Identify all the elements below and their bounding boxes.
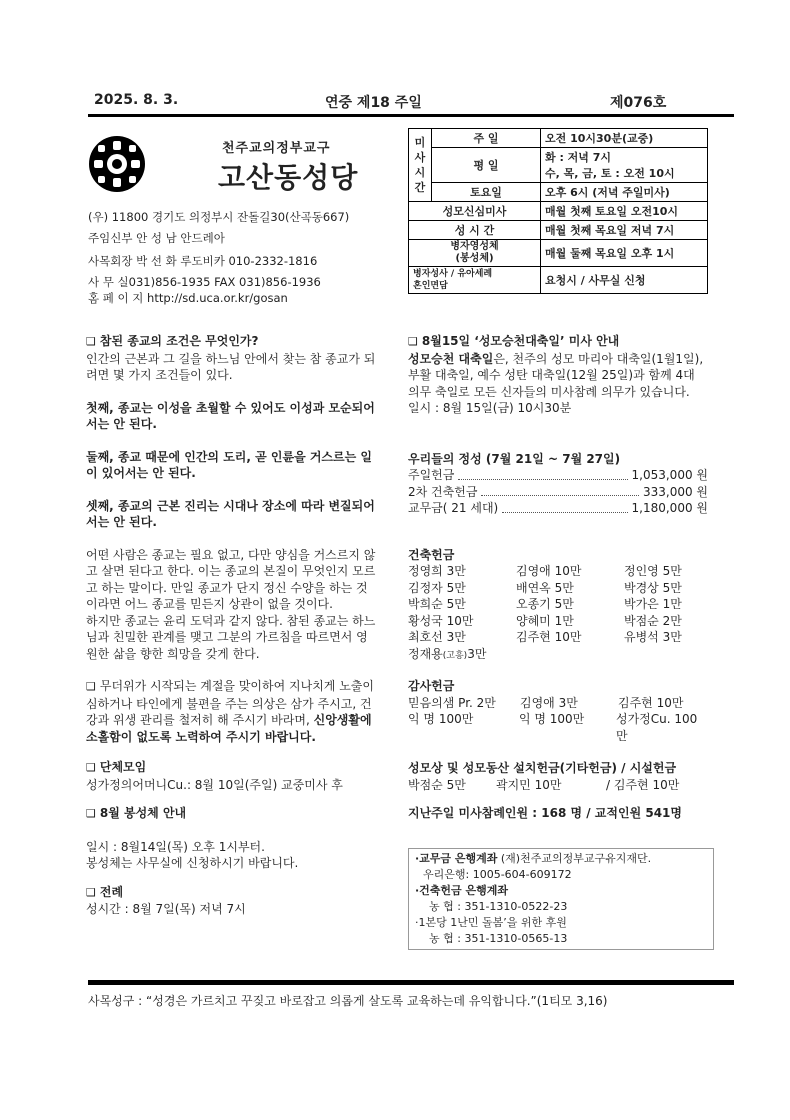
offering-row: 2차 건축헌금 333,000 원 [408, 484, 708, 499]
paragraph: 하지만 종교는 윤리 도덕과 같지 않다. 참된 종교는 하느님과 친밀한 관계를 맺고 그분의 가르침을 따르면서 영원한 삶을 향한 희망을 갖게 한다. [86, 613, 376, 661]
liturgy-text: 성시간 : 8월 7일(목) 저녁 7시 [86, 902, 246, 916]
paragraph-second: 둘째, 종교 때문에 인간의 도리, 곧 인륜을 거스르는 일이 있어서는 안 된다. [86, 449, 372, 480]
bank-account-number: 우리은행: 1005-604-609172 [423, 868, 572, 881]
mass-row-label: 주 일 [432, 129, 541, 148]
mass-row-label: 병자성사 / 유아세례 혼인면담 [409, 267, 541, 294]
mass-row-value: 화 : 저녁 7시 수, 목, 금, 토 : 오전 10시 [541, 148, 708, 183]
parish-name: 고산동성당 [218, 161, 359, 194]
bank-account-heading: ·건축헌금 은행계좌 [415, 884, 509, 897]
mass-row-value: 요청시 / 사무실 신청 [541, 267, 708, 294]
mass-row-label: 평 일 [432, 148, 541, 183]
footer-divider [88, 980, 734, 985]
section-title-groups: ❑ 단체모임 [86, 760, 147, 774]
building-fund-row: 정재용(고흥)3만 [408, 646, 487, 661]
communion-time: 일시 : 8월14일(목) 오후 1시부터. [86, 839, 265, 854]
paragraph: 인간의 근본과 그 길을 하느님 안에서 찾는 참 종교가 되려면 몇 가지 조건들이 있다. [86, 351, 376, 382]
issue-number: 제076호 [610, 95, 667, 111]
left-column [86, 333, 376, 918]
mass-row-value: 오전 10시30분(교중) [541, 129, 708, 148]
building-fund-row: 정영희 3만 김영애 10만 정인영 5만 [408, 564, 682, 578]
building-fund-row: 박희순 5만 오종기 5만 박가은 1만 [408, 597, 682, 611]
section-title-communion: ❑ 8월 봉성체 안내 [86, 806, 187, 820]
mass-row-value: 매월 첫째 목요일 저녁 7시 [541, 221, 708, 240]
mass-time-side-label: 미 사 시 간 [409, 129, 432, 202]
offering-row: 교무금( 21 세대) 1,180,000 원 [408, 501, 708, 515]
building-fund-row: 황성국 10만 양혜미 1만 박점순 2만 [408, 613, 682, 628]
section-title-statue-fund: 성모상 및 성모동산 설치헌금(기타헌금) / 시설헌금 [408, 761, 677, 775]
group-meeting-text: 성가정의어머니Cu.: 8월 10일(주일) 교중미사 후 [86, 777, 343, 792]
mass-row-label: 성모신심미사 [409, 202, 541, 221]
offering-row: 주일헌금 1,053,000 원 [408, 468, 708, 482]
bank-account-heading: ·1본당 1난민 돌봄’을 위한 후원 [415, 916, 567, 929]
mass-row-label: 토요일 [432, 183, 541, 202]
bank-account-number: 농 협 : 351-1310-0522-23 [429, 900, 568, 913]
liturgical-season: 연중 제18 주일 [325, 95, 422, 111]
header-divider [88, 114, 734, 117]
parish-address: (우) 11800 경기도 의정부시 잔돌길30(산곡동667) [88, 210, 350, 224]
thanks-offering-row: 믿음의샘 Pr. 2만 김영애 3만 김주현 10만 [408, 695, 684, 710]
building-fund-row: 최호선 3만 김주현 10만 유병석 3만 [408, 630, 682, 644]
section-title-building-fund: 건축헌금 [408, 547, 455, 562]
summer-notice: ❑ 무더위가 시작되는 계절을 맞이하여 지나치게 노출이 심하거나 타인에게 불편을 주는 의상은 삼가 주시고, 건강과 위생 관리를 철저히 해 주시기 바라며, 신앙생활에 소홀함이 없도록 노력하여 주시기 바랍니다. [86, 679, 374, 744]
paragraph-first: 첫째, 종교는 이성을 초월할 수 있어도 이성과 모순되어서는 안 된다. [86, 400, 375, 431]
attendance-count: 지난주일 미사참례인원 : 168 명 / 교적인원 541명 [408, 806, 682, 820]
paragraph-third: 셋째, 종교의 근본 진리는 시대나 장소에 따라 변질되어서는 안 된다. [86, 498, 375, 529]
parish-office: 사 무 실031)856-1935 FAX 031)856-1936 [88, 275, 321, 289]
bulletin-date: 2025. 8. 3. [94, 92, 179, 108]
communion-note: 봉성체는 사무실에 신청하시기 바랍니다. [86, 856, 299, 870]
assumption-text: 성모승천 대축일은, 천주의 성모 마리아 대축일(1월1일), 부활 대축일, 예수 성탄 대축일(12월 25일)과 함께 4대 의무 축일로 모든 신자들의 미사참례 의무가 있습니다. [408, 351, 704, 399]
assumption-time: 일시 : 8월 15일(금) 10시30분 [408, 401, 572, 415]
bank-accounts-box [408, 848, 714, 950]
building-fund-row: 김정자 5만 배연옥 5만 박경상 5만 [408, 580, 682, 595]
mass-row-value: 매월 첫째 토요일 오전10시 [541, 202, 708, 221]
pastoral-verse: 사목성구 : “성경은 가르치고 꾸짖고 바로잡고 의롭게 살도록 교육하는데 유익합니다.”(1티모 3,16) [88, 994, 608, 1008]
bank-account-heading: ·교무금 은행계좌 (재)천주교의정부교구유지재단. [415, 852, 652, 865]
bank-account-number: 농 협 : 351-1310-0565-13 [429, 932, 568, 945]
section-title-assumption: ❑ 8월15일 ‘성모승천대축일’ 미사 안내 [408, 334, 620, 348]
paragraph: 어떤 사람은 종교는 필요 없고, 다만 양심을 거스르지 않고 살면 된다고 한다. 이는 종교의 본질이 무엇인지 모르고 하는 말이다. 만일 종교가 단지 정신 수양을 하는 것이라면 어느 종교를 믿든지 상관이 없을 것이다. [86, 547, 376, 611]
section-title-liturgy: ❑ 전례 [86, 884, 124, 899]
thanks-offering-row: 익 명 100만 익 명 100만 성가정Cu. 100만 [408, 712, 698, 743]
section-title-offerings: 우리들의 정성 (7월 21일 ~ 7월 27일) [408, 451, 621, 466]
mass-row-label: 성 시 간 [409, 221, 541, 240]
section-title-thanks-offering: 감사헌금 [408, 679, 455, 693]
mass-row-value: 오후 6시 (저녁 주일미사) [541, 183, 708, 202]
section-title-true-religion: ❑ 참된 종교의 조건은 무엇인가? [86, 334, 259, 348]
mass-row-label: 병자영성체 (봉성체) [409, 240, 541, 267]
right-column [408, 333, 708, 822]
parish-pastor: 주임신부 안 성 남 안드레아 [88, 231, 225, 245]
parish-logo-icon [88, 135, 146, 193]
parish-homepage: 홈 페 이 지 http://sd.uca.or.kr/gosan [88, 291, 288, 305]
statue-fund-row: 박점순 5만 곽지민 10만 / 김주현 10만 [408, 777, 680, 792]
diocese-name: 천주교의정부교구 [222, 141, 331, 156]
parish-council: 사목회장 박 선 화 루도비카 010-2332-1816 [88, 254, 318, 268]
mass-schedule-table [408, 128, 708, 294]
mass-row-value: 매월 둘째 목요일 오후 1시 [541, 240, 708, 267]
